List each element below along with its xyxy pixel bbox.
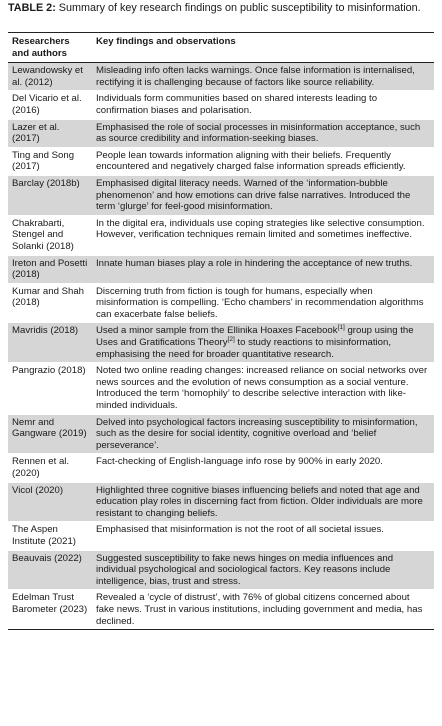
finding-cell: In the digital era, individuals use coping strategies like selective consumption. However, verification techniques remain limited and sometimes ineffective. (96, 217, 425, 241)
finding-cell: Individuals form communities based on shared interests leading to confirmation biases and polarisation. (96, 93, 378, 116)
findings-table (8, 33, 434, 630)
researcher-cell: Lazer et al. (2017) (8, 119, 92, 147)
researcher-cell: Barclay (2018b) (8, 175, 92, 215)
header-researchers: Researchers and authors (8, 33, 92, 63)
table-row (8, 482, 434, 522)
finding-cell: Delved into psychological factors increasing susceptibility to misinformation, such as the desire for social identity, cognitive overload and ‘belief perseverance’. (92, 414, 434, 454)
table-row (8, 283, 434, 323)
finding-cell: Emphasised that misinformation is not the root of all societal issues. (96, 524, 384, 536)
footnote-marker: [2] (227, 336, 235, 344)
researcher-cell: Ireton and Posetti (2018) (8, 255, 92, 283)
finding-cell: Suggested susceptibility to fake news hinges on media influences and individual psychological and sociological factors. Key reasons include intelligence, bias, trust and stress. (92, 550, 434, 590)
finding-cell: Misleading info often lacks warnings. Once false information is internalised, rectifying it is challenging because of factors like source reliability. (92, 63, 434, 91)
table-caption (8, 2, 436, 15)
footnote-marker: [1] (337, 324, 345, 332)
researcher-cell: The Aspen Institute (2021) (12, 524, 76, 547)
researcher-cell: Kumar and Shah (2018) (12, 285, 84, 309)
table-row (8, 522, 434, 550)
researcher-cell: Rennen et al. (2020) (12, 456, 70, 479)
header-findings: Key findings and observations (92, 33, 434, 63)
table-row (8, 119, 434, 147)
finding-text: to study reactions to misinformation, emphasising the need for broader quantitative research. (96, 337, 391, 360)
finding-cell: Innate human biases play a role in hindering the acceptance of new truths. (92, 255, 434, 283)
researcher-cell: Edelman Trust Barometer (2023) (8, 590, 92, 630)
finding-text: group using the Uses and Gratifications Theory (96, 325, 414, 349)
finding-cell: Revealed a ‘cycle of distrust’, with 76% of global citizens concerned about fake news. Trust in various institutions, including government and media, has declined. (92, 590, 434, 630)
table-row (8, 454, 434, 482)
table-row (8, 550, 434, 590)
researcher-cell: Pangrazio (2018) (12, 365, 86, 377)
finding-cell: Emphasised digital literacy needs. Warned of the ‘information-bubble phenomenon’ and how emotions can drive false narratives. Introduced the term ‘glurge’ for feel-good misinformation. (92, 175, 434, 215)
researcher-cell: Beauvais (2022) (8, 550, 92, 590)
table-label: TABLE 2: (8, 2, 56, 14)
researcher-cell: Vicol (2020) (8, 482, 92, 522)
researcher-cell: Chakrabarti, Stengel and Solanki (2018) (12, 217, 74, 252)
finding-cell: Highlighted three cognitive biases influencing beliefs and noted that age and education play roles in discerning fact from fiction. Older individuals are more resistant to changing beliefs. (92, 482, 434, 522)
table-row (8, 590, 434, 630)
top-rule (8, 32, 434, 33)
header-row (8, 33, 434, 63)
researcher-cell: Ting and Song (2017) (12, 149, 75, 173)
finding-cell: Emphasised the role of social processes in misinformation acceptance, such as source credibility and information-seeking biases. (92, 119, 434, 147)
finding-cell: Discerning truth from fiction is tough for humans, especially when misinformation is compelling. ‘Echo chambers’ in recommendation algorithms can exacerbate false beliefs. (96, 285, 424, 320)
researcher-cell: Del Vicario et al. (2016) (12, 93, 82, 116)
researcher-cell: Mavridis (2018) (8, 323, 92, 363)
finding-cell (92, 323, 434, 363)
researcher-cell: Lewandowsky et al. (2012) (8, 63, 92, 91)
table-row (8, 255, 434, 283)
table-row (8, 63, 434, 91)
finding-text: Used a minor sample from the Ellinika Hoaxes Facebook (96, 325, 338, 337)
finding-cell: Noted two online reading changes: increased reliance on social networks over news sources and the evolution of news consumption as a social venture. Introduced the term ‘homophily’ to describe selective interaction with like-minded individuals. (96, 365, 428, 412)
table-title: Summary of key research findings on public susceptibility to misinformation. (58, 2, 421, 14)
finding-cell: People lean towards information aligning with their beliefs. Frequently encountered and negatively charged false information spreads efficiently. (96, 149, 406, 173)
researcher-cell: Nemr and Gangware (2019) (8, 414, 92, 454)
table-row (8, 414, 434, 454)
finding-cell: Fact-checking of English-language info rose by 900% in early 2020. (96, 456, 383, 468)
table-row (8, 323, 434, 363)
table-row (8, 215, 434, 255)
table-body (8, 63, 434, 630)
table-row (8, 175, 434, 215)
table-row (8, 363, 434, 414)
table-row (8, 91, 434, 119)
table-row (8, 147, 434, 175)
